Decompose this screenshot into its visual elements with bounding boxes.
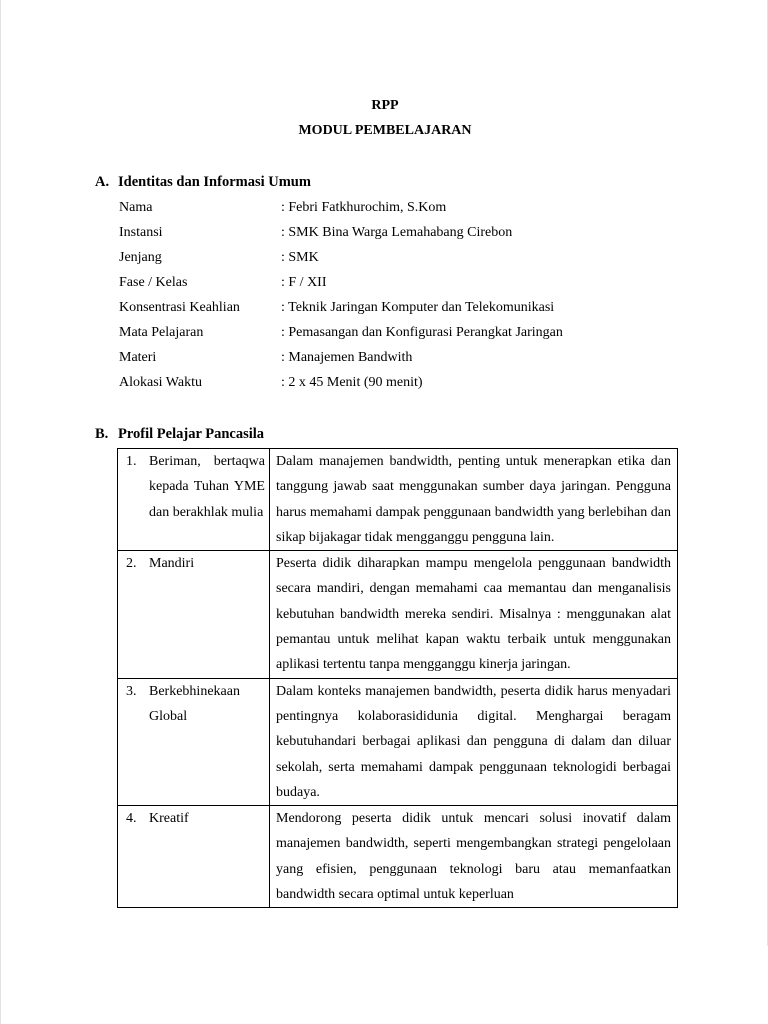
section-b-heading [95,426,264,443]
dimension-name: Berkebhinekaan Global [149,683,240,724]
info-row [119,200,446,216]
table-row [118,678,678,805]
row-number: 4. [126,811,137,827]
section-a-letter: A. [95,174,110,190]
section-b-title: Profil Pelajar Pancasila [118,426,265,442]
info-value: : F / XII [281,275,327,290]
info-value: : Manajemen Bandwith [281,350,413,365]
table-row [118,551,678,678]
info-label: Fase / Kelas [119,275,188,290]
info-value: : Febri Fatkhurochim, S.Kom [281,200,447,215]
dimension-cell [118,551,270,678]
row-number: 3. [126,683,137,699]
info-value: : SMK Bina Warga Lemahabang Cirebon [281,225,513,240]
info-row [119,300,554,316]
info-label: Jenjang [119,250,162,265]
dimension-name: Kreatif [149,811,189,827]
document-subtitle: MODUL PEMBELAJARAN [298,123,472,138]
info-value: : SMK [281,250,319,265]
info-label: Instansi [119,225,163,240]
info-label: Konsentrasi Keahlian [119,300,240,315]
row-number: 2. [126,556,137,572]
info-value: : Teknik Jaringan Komputer dan Telekomunikasi [281,300,555,315]
description-cell: Peserta didik diharapkan mampu mengelola penggunaan bandwidth secara mandiri, dengan memahami caa memantau dan menganalisis kebutuhan bandwidth mereka sendiri. Misalnya : menggunakan alat pemantau untuk melihat kapan waktu terbaik untuk menggunakan aplikasi tertentu tanpa mengganggu kinerja jaringan. [270,551,678,678]
dimension-name: Beriman, bertaqwa kepada Tuhan YME dan berakhlak mulia [149,454,265,520]
info-row [119,275,327,291]
table-row [118,449,678,551]
info-label: Alokasi Waktu [119,375,202,390]
dimension-cell [118,806,270,908]
info-value: : Pemasangan dan Konfigurasi Perangkat Jaringan [281,325,563,340]
info-label: Nama [119,200,153,215]
dimension-name: Mandiri [149,556,195,572]
description-cell: Dalam manajemen bandwidth, penting untuk menerapkan etika dan tanggung jawab saat menggunakan sumber daya jaringan. Pengguna harus memahami dampak penggunaan bandwidth yang berlebihan dan sikap bijakagar tidak mengganggu pengguna lain. [270,449,678,551]
info-row [119,325,563,341]
info-value: : 2 x 45 Menit (90 menit) [281,375,423,390]
info-row [119,350,412,366]
dimension-cell [118,449,270,551]
profile-table [117,448,678,908]
row-number: 1. [126,454,137,469]
section-b-letter: B. [95,426,109,442]
section-a-heading [95,174,311,191]
table-row [118,806,678,908]
info-row [119,375,423,391]
info-label: Materi [119,350,157,365]
document-title: RPP [371,98,399,113]
section-a-title: Identitas dan Informasi Umum [118,174,311,190]
description-cell: Mendorong peserta didik untuk mencari solusi inovatif dalam manajemen bandwidth, seperti mengembangkan strategi pengelolaan yang efisien, penggunaan teknologi baru atau memanfaatkan bandwidth secara optimal untuk keperluan [270,806,678,908]
dimension-cell [118,678,270,805]
info-label: Mata Pelajaran [119,325,204,340]
page-bottom-margin [1,946,768,1024]
info-row [119,225,512,241]
info-row [119,250,319,266]
description-cell: Dalam konteks manajemen bandwidth, peserta didik harus menyadari pentingnya kolaborasididunia digital. Menghargai beragam kebutuhandari berbagai aplikasi dan pengguna di dalam dan diluar sekolah, serta memahami dampak penggunaan teknologidi berbagai budaya. [270,678,678,805]
